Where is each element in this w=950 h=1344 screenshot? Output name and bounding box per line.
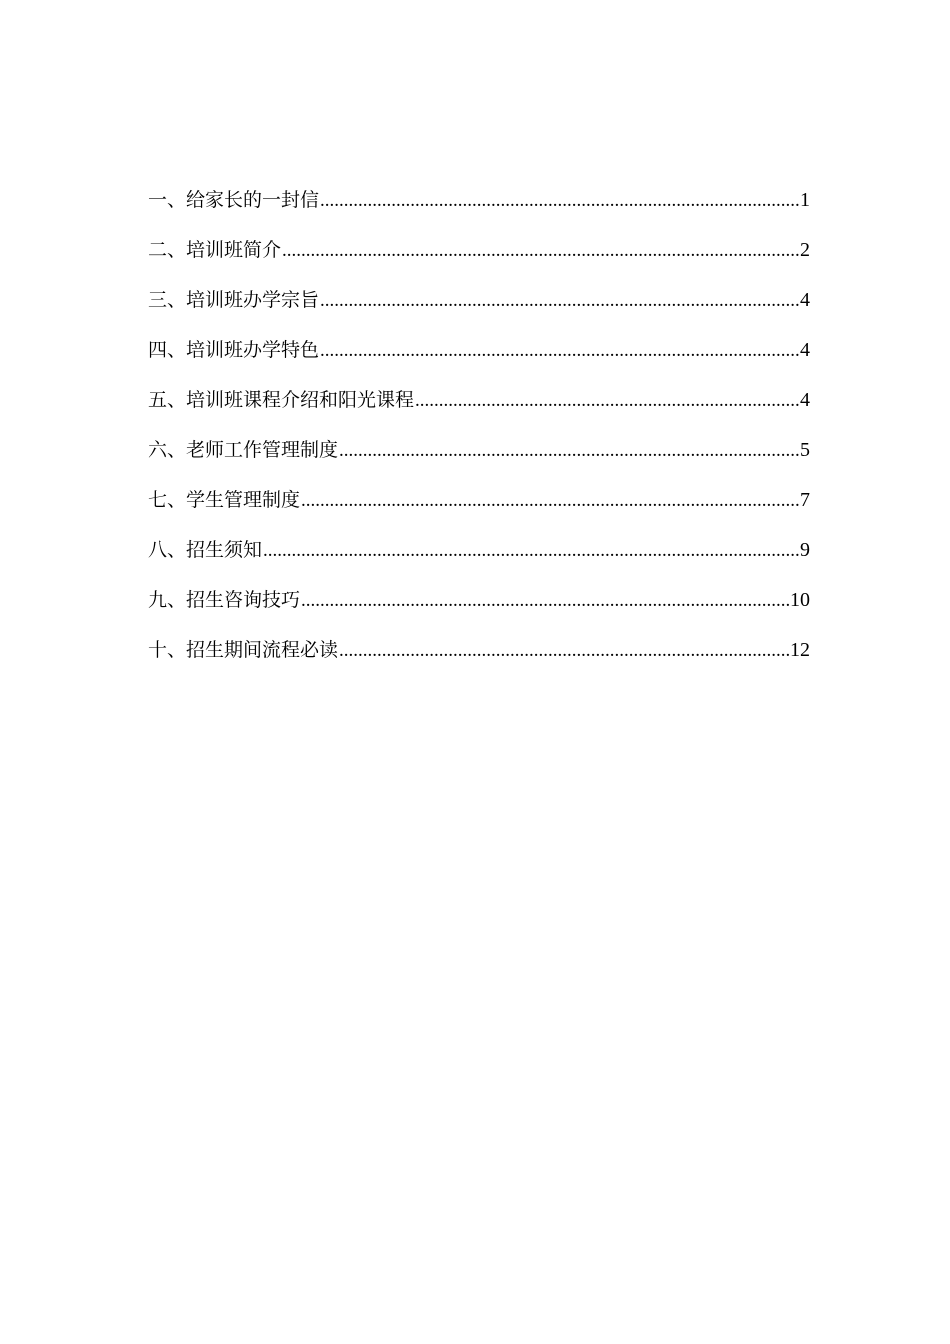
toc-entry-title: 十、招生期间流程必读: [148, 639, 339, 661]
toc-entry-page: 9: [800, 539, 810, 561]
toc-entry-title: 二、培训班简介: [148, 239, 282, 261]
toc-entry[interactable]: [148, 284, 810, 334]
toc-entry-title: 六、老师工作管理制度: [148, 439, 339, 461]
toc-dot-leader: [339, 635, 789, 667]
toc-entry-title: 七、学生管理制度: [148, 489, 301, 511]
toc-entry[interactable]: [148, 534, 810, 584]
toc-entry[interactable]: [148, 334, 810, 384]
toc-entry[interactable]: [148, 384, 810, 434]
toc-entry-page: 7: [800, 489, 810, 511]
toc-dot-leader: [320, 285, 799, 317]
toc-dot-leader: [301, 485, 799, 517]
toc-entry-page: 1: [800, 189, 810, 211]
toc-entry-title: 三、培训班办学宗旨: [148, 289, 320, 311]
toc-entry[interactable]: [148, 434, 810, 484]
toc-dot-leader: [320, 335, 799, 367]
toc-entry[interactable]: [148, 234, 810, 284]
toc-entry-page: 12: [790, 639, 810, 661]
toc-entry[interactable]: [148, 634, 810, 684]
toc-dot-leader: [339, 435, 799, 467]
toc-entry-page: 4: [800, 339, 810, 361]
toc-entry-title: 四、培训班办学特色: [148, 339, 320, 361]
toc-dot-leader: [301, 585, 789, 617]
table-of-contents: [148, 184, 810, 684]
toc-entry-page: 4: [800, 289, 810, 311]
toc-entry-page: 5: [800, 439, 810, 461]
toc-entry-title: 九、招生咨询技巧: [148, 589, 301, 611]
toc-dot-leader: [263, 535, 799, 567]
toc-entry[interactable]: [148, 584, 810, 634]
toc-dot-leader: [282, 235, 799, 267]
toc-entry-title: 五、培训班课程介绍和阳光课程: [148, 389, 415, 411]
toc-entry-title: 一、给家长的一封信: [148, 189, 320, 211]
toc-entry[interactable]: [148, 484, 810, 534]
toc-entry-page: 4: [800, 389, 810, 411]
toc-entry-page: 2: [800, 239, 810, 261]
toc-entry[interactable]: [148, 184, 810, 234]
toc-entry-page: 10: [790, 589, 810, 611]
toc-entry-title: 八、招生须知: [148, 539, 263, 561]
toc-dot-leader: [415, 385, 799, 417]
toc-dot-leader: [320, 185, 799, 217]
